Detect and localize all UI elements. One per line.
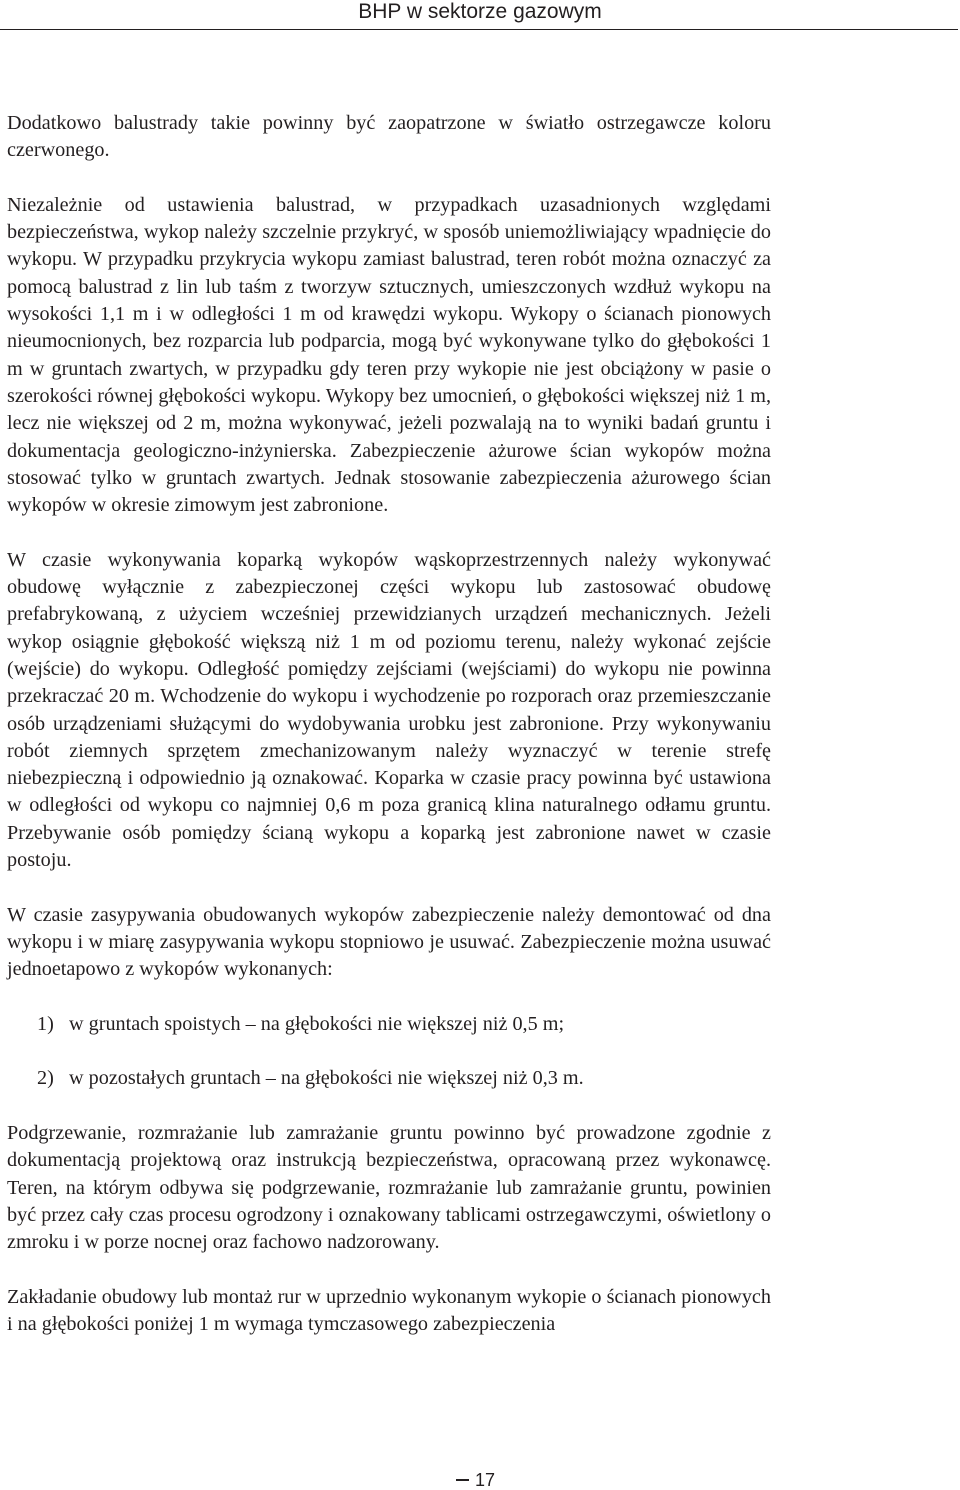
list-item-text: w pozostałych gruntach – na głębokości nie większej niż 0,3 m. <box>69 1067 584 1090</box>
header-rule <box>0 29 958 30</box>
paragraph-1: Dodatkowo balustrady takie powinny być zaopatrzone w światło ostrzegawcze koloru czerwonego. <box>7 112 771 162</box>
numbered-list <box>7 1011 771 1093</box>
list-item-number: 1) <box>37 1012 54 1035</box>
paragraph-5: Podgrzewanie, rozmrażanie lub zamrażanie gruntu powinno być prowadzone zgodnie z dokumentacją projektową oraz instrukcją bezpieczeństwa, opracowaną przez wykonawcę. Teren, na którym odbywa się podgrzewanie, rozmrażanie lub zamrażanie gruntu, powinien być przez cały czas procesu ogrodzony i oznakowany tablicami ostrzegawczymi, oświetlony o zmroku i w porze nocnej oraz fachowo nadzorowany. <box>7 1121 771 1254</box>
page-number: 17 <box>475 1470 496 1490</box>
footer-dash <box>456 1479 469 1481</box>
running-header: BHP w sektorze gazowym <box>358 0 602 23</box>
list-item <box>7 1065 771 1092</box>
list-item <box>7 1011 771 1038</box>
paragraph-3: W czasie wykonywania koparką wykopów wąskoprzestrzennych należy wykonywać obudowę wyłącznie z zabezpieczonej części wykopu lub zastosować obudowę prefabrykowaną, z użyciem wcześniej przewidzianych urządzeń mechanicznych. Jeżeli wykop osiągnie głębokość większą niż 1 m od poziomu terenu, należy wykonać zejście (wejście) do wykopu. Odległość pomiędzy zejściami (wejściami) do wykopu nie powinna przekraczać 20 m. Wchodzenie do wykopu i wychodzenie po rozporach oraz przemieszczanie osób urządzeniami służącymi do wydobywania urobku jest zabronione. Przy wykonywaniu robót ziemnych sprzętem zmechanizowanym należy wyznaczyć w terenie strefę niebezpieczną i odpowiednio ją oznakować. Koparka w czasie pracy powinna być ustawiona w odległości od wykopu co najmniej 0,6 m poza granicą klina naturalnego odłamu gruntu. Przebywanie osób pomiędzy ścianą wykopu a koparką jest zabronione nawet w czasie postoju. <box>7 548 771 872</box>
paragraph-4: W czasie zasypywania obudowanych wykopów zabezpieczenie należy demontować od dna wykopu i w miarę zasypywania wykopu stopniowo je usuwać. Zabezpieczenie można usuwać jednoetapowo z wykopów wykonanych: <box>7 903 771 981</box>
list-item-number: 2) <box>37 1067 54 1090</box>
list-item-text: w gruntach spoistych – na głębokości nie większej niż 0,5 m; <box>69 1012 565 1035</box>
page-body <box>7 110 771 1366</box>
paragraph-2: Niezależnie od ustawienia balustrad, w przypadkach uzasadnionych względami bezpieczeństwa, wykop należy szczelnie przykryć, w sposób uniemożliwiający wpadnięcie do wykopu. W przypadku przykrycia wykopu zamiast balustrad, teren robót można oznaczyć za pomocą balustrad z lin lub taśm z tworzyw sztucznych, umieszczonych wzdłuż wykopu na wysokości 1,1 m i w odległości 1 m od krawędzi wykopu. Wykopy o ścianach pionowych nieumocnionych, bez rozparcia lub podparcia, mogą być wykonywane tylko do głębokości 1 m w gruntach zwartych, w przypadku gdy teren przy wykopie nie jest obciążony w pasie o szerokości równej głębokości wykopu. Wykopy bez umocnień, o głębokości większej niż 1 m, lecz nie większej od 2 m, można wykonywać, jeżeli pozwalają na to wyniki badań gruntu i dokumentacja geologiczno-inżynierska. Zabezpieczenie ażurowe ścian wykopów można stosować tylko w gruntach zwartych. Jednak stosowanie zabezpieczenia ażurowego ścian wykopów w okresie zimowym jest zabronione. <box>7 193 771 517</box>
page-footer <box>456 1470 495 1490</box>
paragraph-6: Zakładanie obudowy lub montaż rur w uprzednio wykonanym wykopie o ścianach pionowych i na głębokości poniżej 1 m wymaga tymczasowego zabezpieczenia <box>7 1285 771 1336</box>
